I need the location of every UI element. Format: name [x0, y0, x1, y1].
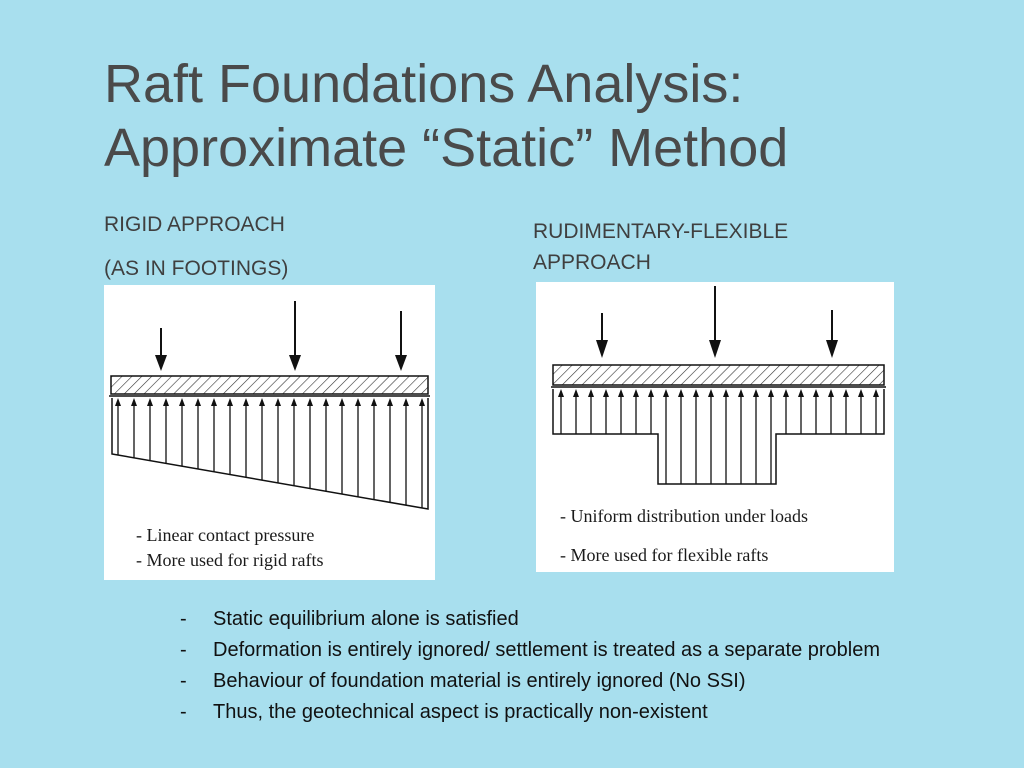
bullet-text: Behaviour of foundation material is entirely ignored (No SSI): [213, 670, 746, 692]
load-arrows: [596, 286, 838, 358]
rigid-approach-heading: RIGID APPROACH: [104, 213, 285, 236]
uniform-distribution-pressure: [553, 389, 884, 484]
pressure-arrowhead: [738, 389, 744, 397]
bullet-text: Static equilibrium alone is satisfied: [213, 608, 519, 630]
bullet-dash: -: [180, 701, 187, 723]
pressure-arrowhead: [211, 398, 217, 406]
pressure-arrowhead: [243, 398, 249, 406]
pressure-outline: [112, 398, 428, 509]
flexible-approach-diagram: [536, 282, 894, 572]
flexible-caption-1: - Uniform distribution under loads: [560, 506, 808, 526]
flexible-caption-2: - More used for flexible rafts: [560, 545, 769, 565]
list-item: [180, 666, 880, 697]
pressure-arrowhead: [323, 398, 329, 406]
pressure-arrowhead: [693, 389, 699, 397]
pressure-arrowhead: [275, 398, 281, 406]
flexible-approach-heading: RUDIMENTARY-FLEXIBLE: [533, 220, 789, 243]
pressure-arrowhead: [387, 398, 393, 406]
pressure-arrowhead: [828, 389, 834, 397]
pressure-arrowhead: [603, 389, 609, 397]
pressure-arrowhead: [371, 398, 377, 406]
list-item: [180, 604, 880, 635]
list-item: [180, 635, 880, 666]
pressure-arrowhead: [558, 389, 564, 397]
raft-slab: [553, 365, 884, 385]
bullet-dash: -: [180, 670, 187, 692]
pressure-arrowhead: [403, 398, 409, 406]
rigid-caption-2: - More used for rigid rafts: [136, 550, 324, 570]
pressure-arrowhead: [618, 389, 624, 397]
slide-title-line-2: Approximate “Static” Method: [104, 118, 789, 178]
pressure-arrowhead: [648, 389, 654, 397]
pressure-arrowhead: [783, 389, 789, 397]
raft-slab: [111, 376, 428, 394]
pressure-arrowhead: [259, 398, 265, 406]
load-arrows: [155, 301, 407, 371]
rigid-diagram-svg: [104, 285, 435, 580]
pressure-arrowhead: [873, 389, 879, 397]
pressure-arrowhead: [678, 389, 684, 397]
pressure-arrowhead: [723, 389, 729, 397]
pressure-arrowhead: [573, 389, 579, 397]
pressure-arrowhead: [813, 389, 819, 397]
pressure-arrowhead: [843, 389, 849, 397]
bullet-text: Thus, the geotechnical aspect is practically non-existent: [213, 701, 708, 723]
pressure-arrowhead: [163, 398, 169, 406]
pressure-arrowhead: [588, 389, 594, 397]
pressure-arrowhead: [798, 389, 804, 397]
rigid-caption-1: - Linear contact pressure: [136, 525, 315, 545]
bullet-text: Deformation is entirely ignored/ settlement is treated as a separate problem: [213, 639, 881, 661]
slide-title-line-1: Raft Foundations Analysis:: [104, 54, 744, 114]
pressure-arrowhead: [195, 398, 201, 406]
pressure-arrowhead: [663, 389, 669, 397]
bullet-dash: -: [180, 639, 187, 661]
pressure-arrowhead: [339, 398, 345, 406]
pressure-arrowhead: [858, 389, 864, 397]
pressure-arrowhead: [131, 398, 137, 406]
pressure-arrowhead: [307, 398, 313, 406]
pressure-arrowhead: [753, 389, 759, 397]
pressure-arrowhead: [115, 398, 121, 406]
rigid-approach-subheading: (AS IN FOOTINGS): [104, 257, 289, 280]
pressure-arrowhead: [633, 389, 639, 397]
pressure-arrowhead: [291, 398, 297, 406]
pressure-arrowhead: [179, 398, 185, 406]
flexible-approach-heading-line-2: APPROACH: [533, 251, 651, 274]
bullet-dash: -: [180, 608, 187, 630]
pressure-outline: [553, 389, 884, 484]
pressure-arrowhead: [708, 389, 714, 397]
flexible-diagram-svg: [536, 282, 894, 572]
pressure-arrowhead: [419, 398, 425, 406]
key-points-list: [180, 604, 880, 728]
pressure-arrowhead: [355, 398, 361, 406]
pressure-arrowhead: [227, 398, 233, 406]
rigid-approach-diagram: [104, 285, 435, 580]
linear-contact-pressure: [112, 398, 428, 509]
slide-title: [104, 52, 984, 180]
pressure-arrowhead: [768, 389, 774, 397]
pressure-arrowhead: [147, 398, 153, 406]
list-item: [180, 697, 880, 728]
